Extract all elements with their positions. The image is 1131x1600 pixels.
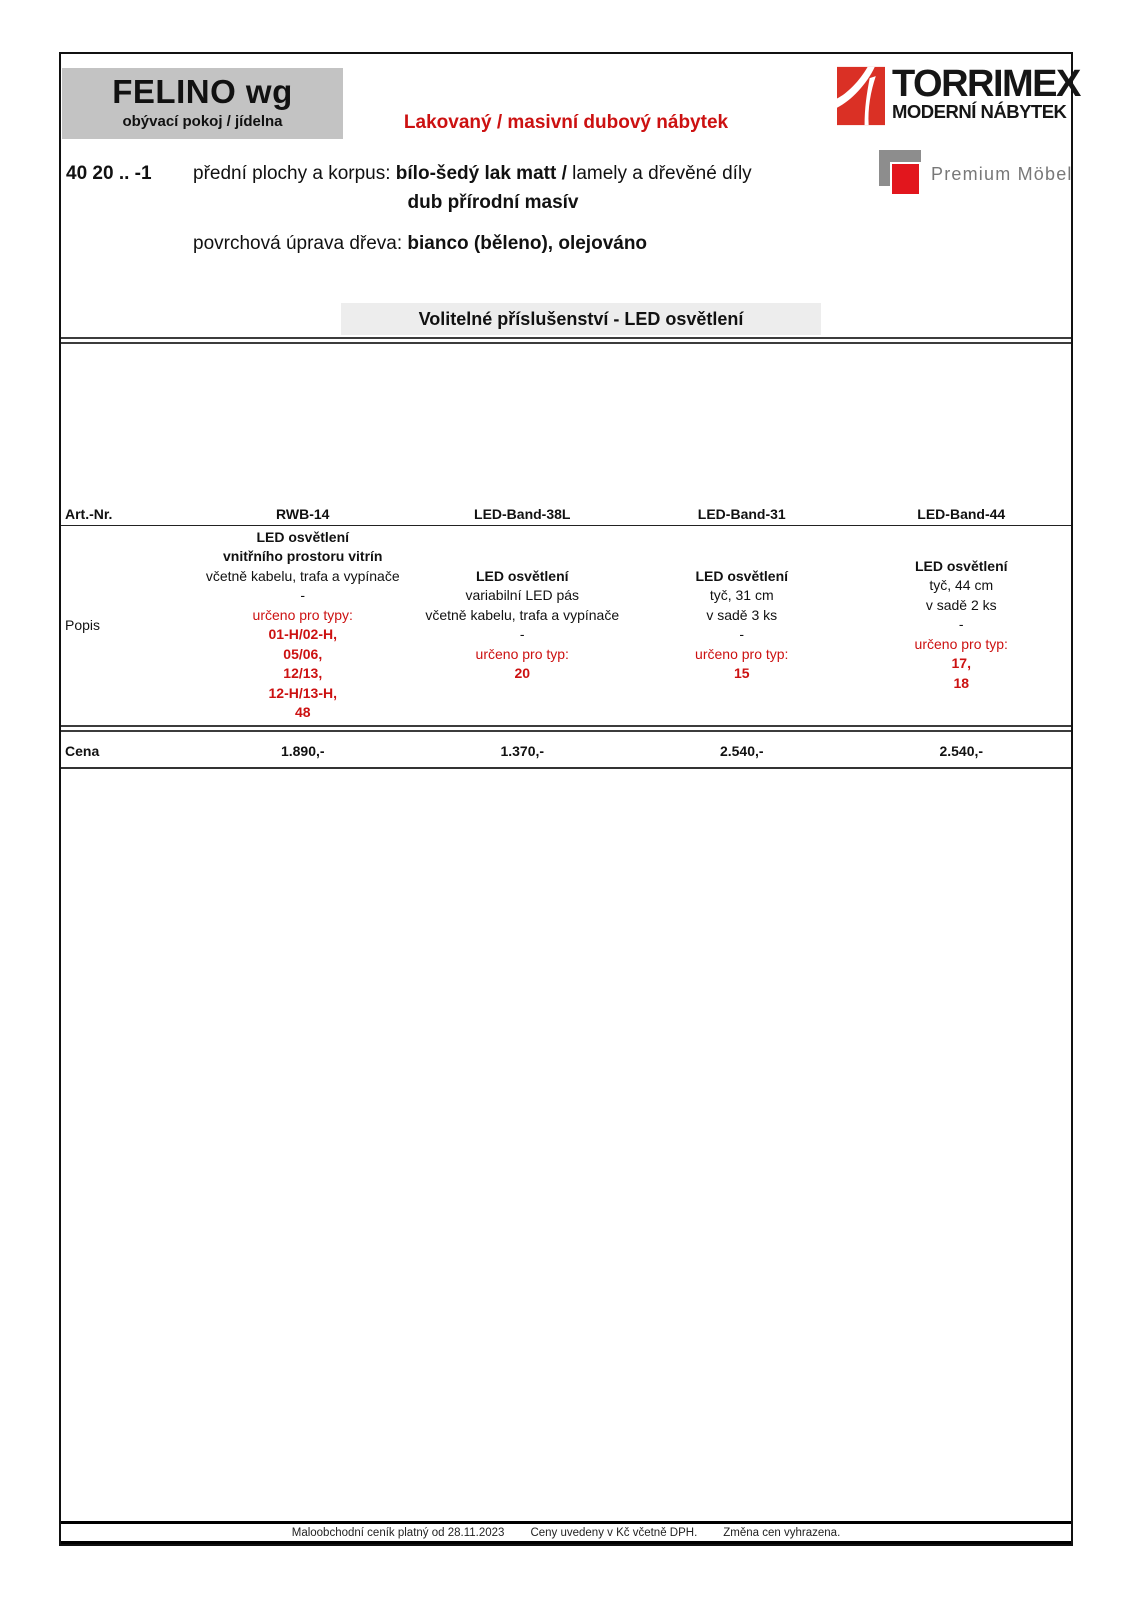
desc-line: LED osvětlení — [914, 557, 1008, 574]
desc-line: 15 — [733, 665, 750, 681]
torrimex-logo-text — [892, 63, 1080, 122]
finish-line1-suffix: lamely a dřevěné díly — [572, 163, 752, 184]
price-rwb-14: 1.890,- — [280, 743, 325, 759]
torrimex-logo — [837, 63, 1080, 126]
desc-line: LED osvětlení — [695, 567, 789, 584]
desc-line: v sadě 3 ks — [706, 606, 778, 623]
finish-description-line1 — [193, 163, 873, 185]
description-led-band-38l — [413, 526, 633, 724]
divider-under-price — [61, 767, 1071, 769]
page-footer — [61, 1521, 1071, 1544]
desc-line: vnitřního prostoru vitrín — [223, 548, 383, 564]
description-led-band-44 — [852, 526, 1072, 724]
series-title: FELINO wg — [112, 73, 293, 110]
desc-line: 17, — [951, 655, 971, 672]
price-led-band-38l: 1.370,- — [500, 743, 545, 759]
desc-line: 18 — [953, 674, 970, 691]
page-border — [59, 52, 1080, 1546]
column-header-led-band-38l: LED-Band-38L — [474, 506, 571, 522]
product-series-header — [62, 68, 343, 139]
table-header-row — [61, 492, 1071, 525]
finish-description-line3 — [193, 233, 873, 255]
table-description-row — [61, 526, 1071, 724]
desc-line: tyč, 31 cm — [709, 587, 774, 603]
desc-line: 01-H/02-H, — [268, 626, 337, 642]
desc-line: 12-H/13-H, — [268, 684, 337, 701]
series-subtitle: obývací pokoj / jídelna — [122, 113, 283, 130]
desc-line: 20 — [514, 665, 531, 681]
column-header-led-band-31: LED-Band-31 — [697, 506, 786, 522]
table-price-row — [61, 733, 1071, 767]
finish-line3-prefix: povrchová úprava dřeva: — [193, 233, 408, 254]
divider-double-rule-above-price — [61, 725, 1071, 732]
torrimex-wordmark: TORRIMEX — [892, 63, 1080, 105]
desc-line: určeno pro typ: — [475, 645, 569, 662]
footer-change-note: Změna cen vyhrazena. — [723, 1526, 841, 1539]
finish-line1-prefix: přední plochy a korpus: — [193, 163, 396, 184]
desc-line: LED osvětlení — [475, 567, 569, 584]
desc-line: tyč, 44 cm — [929, 577, 994, 594]
premium-moebel-label: Premium Möbel — [931, 164, 1073, 184]
desc-line: LED osvětlení — [256, 528, 350, 545]
column-header-rwb-14: RWB-14 — [276, 506, 330, 522]
desc-line: v sadě 2 ks — [925, 596, 997, 613]
material-tagline: Lakovaný / masivní dubový nábytek — [403, 112, 729, 133]
finish-line3-bold: bianco (běleno), olejováno — [407, 233, 648, 254]
column-header-led-band-44: LED-Band-44 — [917, 506, 1006, 522]
footer-vat-note: Ceny uvedeny v Kč včetně DPH. — [530, 1526, 698, 1539]
popis-row-label: Popis — [65, 617, 101, 633]
desc-line: - — [739, 626, 745, 642]
torrimex-claim: MODERNÍ NÁBYTEK — [892, 101, 1067, 122]
article-code: 40 20 .. -1 — [66, 163, 152, 184]
price-led-band-44: 2.540,- — [939, 743, 984, 759]
desc-line: - — [300, 587, 306, 603]
price-led-band-31: 2.540,- — [719, 743, 764, 759]
desc-line: - — [958, 616, 964, 633]
desc-line: určeno pro typ: — [695, 645, 789, 662]
divider-double-rule-top — [61, 337, 1071, 344]
desc-line: - — [519, 626, 525, 642]
premium-moebel-logo — [879, 146, 1109, 200]
premium-moebel-red-square-icon — [890, 162, 921, 196]
description-rwb-14 — [193, 526, 413, 724]
desc-line: variabilní LED pás — [465, 587, 580, 603]
cena-row-label: Cena — [65, 743, 100, 759]
finish-description-line2: dub přírodní masív — [407, 192, 579, 213]
footer-validity-note: Maloobchodní ceník platný od 28.11.2023 — [291, 1526, 505, 1539]
desc-line: včetně kabelu, trafa a vypínače — [425, 606, 620, 623]
desc-line: 12/13, — [283, 665, 323, 681]
desc-line: určeno pro typy: — [252, 606, 353, 623]
finish-line1-bold: bílo-šedý lak matt / — [395, 163, 573, 184]
torrimex-logo-icon — [837, 66, 885, 126]
accessories-banner: Volitelné příslušenství - LED osvětlení — [341, 303, 821, 335]
art-nr-row-label: Art.-Nr. — [65, 506, 113, 522]
description-led-band-31 — [632, 526, 852, 724]
desc-line: včetně kabelu, trafa a vypínače — [205, 567, 400, 584]
desc-line: určeno pro typ: — [914, 635, 1008, 652]
desc-line: 48 — [294, 704, 311, 720]
desc-line: 05/06, — [283, 645, 323, 662]
